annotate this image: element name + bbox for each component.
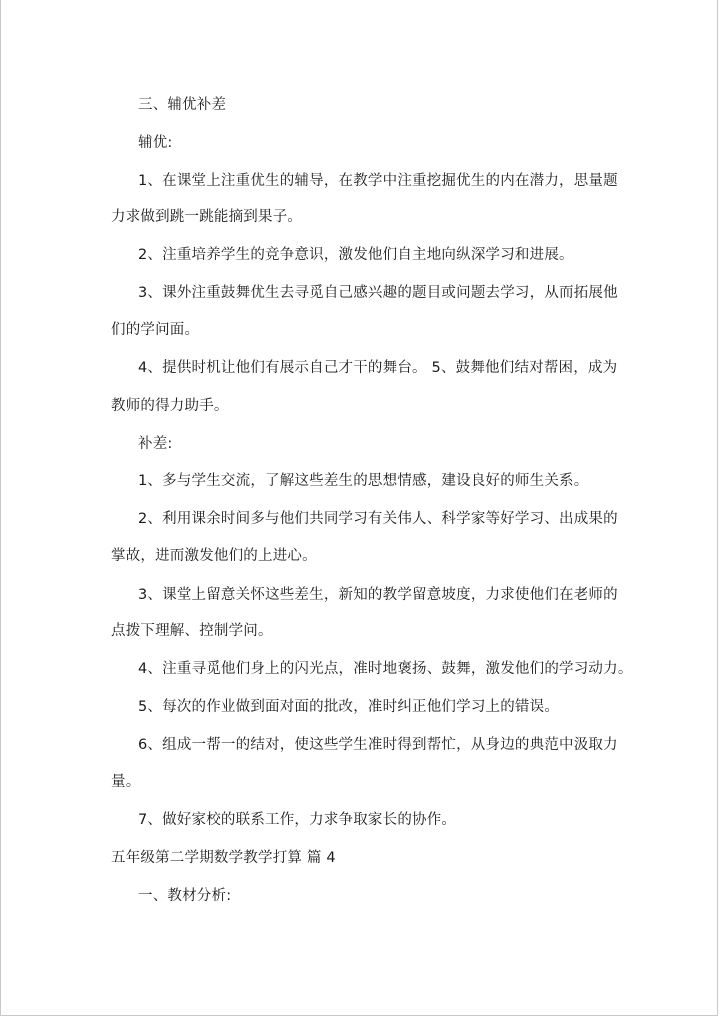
subheading-bucha: 补差: bbox=[138, 436, 173, 452]
subheading-fuyou: 辅优: bbox=[138, 135, 173, 151]
paragraph-line: 2、注重培养学生的竞争意识，激发他们自主地向纵深学习和进展。 bbox=[138, 247, 574, 263]
paragraph-line: 4、注重寻觅他们身上的闪光点，准时地褒扬、鼓舞，激发他们的学习动力。 bbox=[138, 661, 633, 677]
paragraph-line: 教师的得力助手。 bbox=[111, 398, 229, 414]
paragraph-line: 4、提供时机让他们有展示自己才干的舞台。 5、鼓舞他们结对帮困，成为 bbox=[138, 360, 618, 376]
paragraph-line: 们的学问面。 bbox=[111, 322, 200, 338]
paragraph-line: 3、课外注重鼓舞优生去寻觅自己感兴趣的题目或问题去学习，从而拓展他 bbox=[138, 285, 618, 301]
article-title: 五年级第二学期数学教学打算 篇 4 bbox=[111, 850, 336, 866]
paragraph-line: 掌故，进而激发他们的上进心。 bbox=[111, 548, 317, 564]
paragraph-line: 2、利用课余时间多与他们共同学习有关伟人、科学家等好学习、出成果的 bbox=[138, 511, 618, 527]
paragraph-line: 7、做好家校的联系工作，力求争取家长的协作。 bbox=[138, 812, 457, 828]
paragraph-line: 点拨下理解、控制学问。 bbox=[111, 623, 273, 639]
paragraph-line: 6、组成一帮一的结对，使这些学生准时得到帮忙，从身边的典范中汲取力 bbox=[138, 737, 618, 753]
paragraph-line: 1、多与学生交流，了解这些差生的思想情感，建设良好的师生关系。 bbox=[138, 473, 589, 489]
section-heading-fuyou-bucha: 三、辅优补差 bbox=[138, 97, 227, 113]
paragraph-line: 力求做到跳一跳能摘到果子。 bbox=[111, 209, 303, 225]
paragraph-line: 1、在课堂上注重优生的辅导，在教学中注重挖掘优生的内在潜力，思量题 bbox=[138, 173, 618, 189]
paragraph-line: 5、每次的作业做到面对面的批改，准时纠正他们学习上的错误。 bbox=[138, 699, 560, 715]
paragraph-line: 量。 bbox=[111, 774, 141, 790]
paragraph-line: 3、课堂上留意关怀这些差生，新知的教学留意坡度，力求使他们在老师的 bbox=[138, 587, 618, 603]
section-heading-jiaocai: 一、教材分析: bbox=[138, 888, 232, 904]
